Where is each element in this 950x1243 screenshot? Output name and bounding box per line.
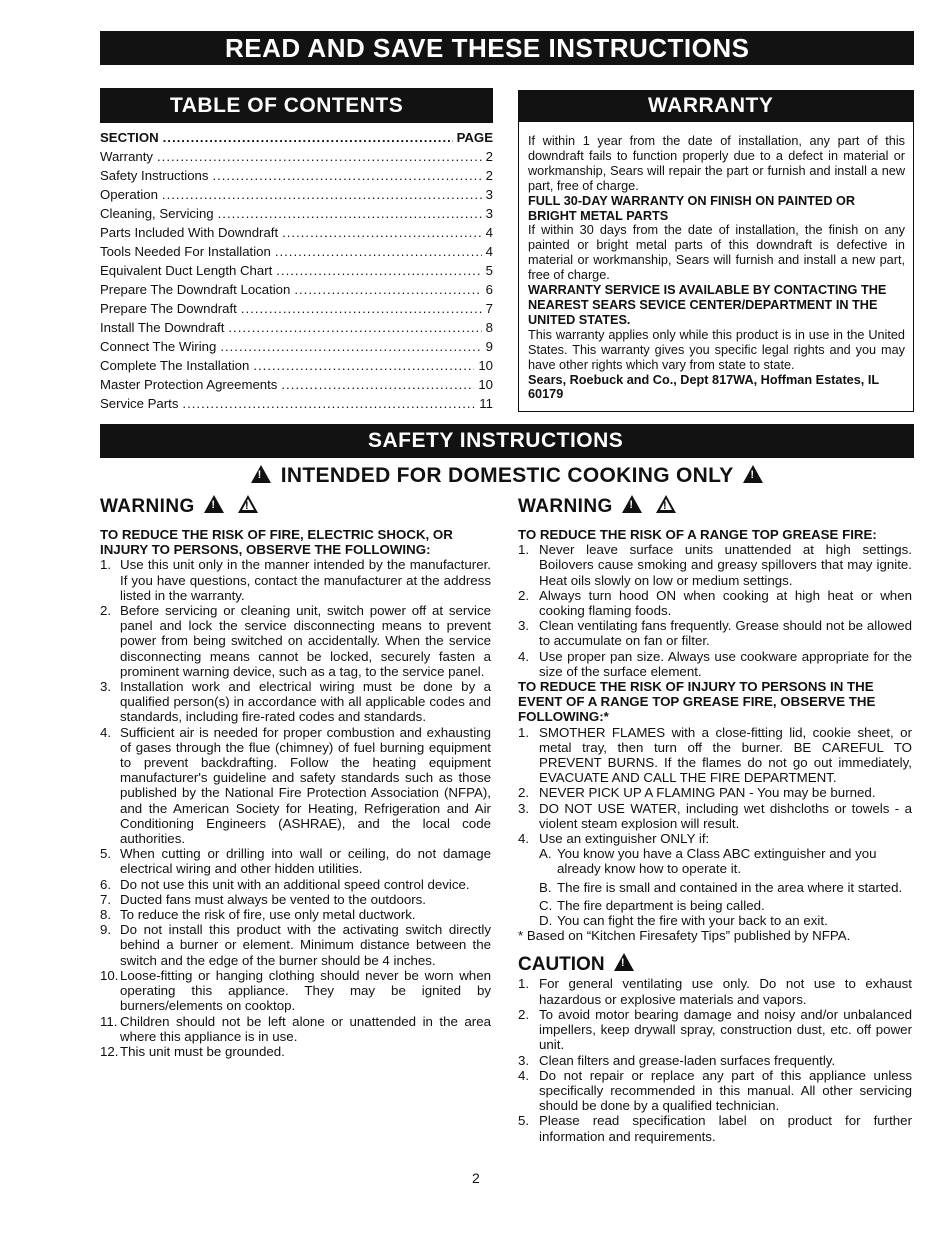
toc-label: Master Protection Agreements [100, 377, 278, 392]
left-warning-label: WARNING [100, 496, 195, 517]
left-column [100, 527, 491, 1059]
toc-row [100, 185, 493, 204]
toc-page: 9 [485, 339, 493, 354]
list-item [518, 1053, 912, 1068]
warranty-heading-2: FULL 30-DAY WARRANTY ON FINISH ON PAINTED OR BRIGHT METAL PARTS [528, 193, 856, 223]
sub-item-text: You know you have a Class ABC extinguisher and you already know how to operate it. [557, 846, 877, 877]
item-text: Installation work and electrical wiring must be done by a qualified person(s) in accordance with all applicable codes and standards, including fire-rated codes and standards. [120, 679, 491, 725]
toc-page: 4 [485, 225, 493, 240]
list-item [100, 603, 491, 679]
toc-row [100, 147, 493, 166]
toc-page: 2 [485, 168, 493, 183]
item-number: 4. [518, 1067, 530, 1083]
item-number: 1. [100, 557, 112, 573]
list-item [100, 968, 491, 1014]
toc-page: 6 [485, 282, 493, 297]
list-item [518, 1113, 912, 1143]
item-number: 3. [518, 618, 530, 634]
toc-page: 3 [485, 206, 493, 221]
toc-leader [218, 204, 482, 223]
list-item [100, 1044, 491, 1059]
toc-row [100, 356, 493, 375]
sub-item-letter: C. [539, 897, 553, 913]
item-number: 10. [100, 967, 119, 983]
sub-item-text: The fire department is being called. [557, 897, 765, 913]
list-item [100, 907, 491, 922]
page-banner: READ AND SAVE THESE INSTRUCTIONS [100, 31, 914, 65]
right-column [518, 527, 912, 1144]
warning-triangle-icon [251, 465, 271, 483]
toc-label: Safety Instructions [100, 168, 209, 183]
list-item [100, 557, 491, 603]
toc-row [100, 394, 493, 413]
toc-row [100, 166, 493, 185]
toc-label: Complete The Installation [100, 358, 250, 373]
item-text: Clean ventilating fans frequently. Grease should not be allowed to accumulate on fan or filter. [539, 618, 912, 649]
list-item [518, 1068, 912, 1114]
item-number: 3. [518, 1052, 530, 1068]
item-text: Use this unit only in the manner intended by the manufacturer. If you have questions, contact the manufacturer at the address listed in the warranty. [120, 557, 491, 603]
item-text: Ducted fans must always be vented to the outdoors. [120, 891, 427, 907]
toc-label: Tools Needed For Installation [100, 244, 271, 259]
toc-page: 2 [485, 149, 493, 164]
item-text: Do not install this product with the activating switch directly behind a burner or element. Minimum distance between the switch and the edge of the burner should be 4 inches. [120, 922, 491, 968]
warranty-paragraph-1: If within 1 year from the date of installation, any part of this downdraft fails to function properly due to a defect in material or workmanship, Sears will repair the part or furnish and install a new part, free of charge. [528, 134, 905, 193]
toc-leader [294, 280, 481, 299]
sub-item-letter: B. [539, 879, 552, 895]
item-number: 6. [100, 876, 112, 892]
domestic-cooking-heading [100, 464, 914, 488]
list-item [100, 725, 491, 847]
toc-page: 5 [485, 263, 493, 278]
item-text: Sufficient air is needed for proper combustion and exhausting of gases through the flue (chimney) of fuel burning equipment to prevent backdrafting. Follow the heating equipment manufacturer's guideline and safety standards such as those published by the National Fire Protection Association (NFPA), and the American Society for Heating, Refrigeration and Air Conditioning Engineers (ASHRAE), and the local code authorities. [120, 724, 491, 847]
left-warning-heading [100, 495, 262, 518]
list-item [518, 785, 912, 800]
toc-label: Prepare The Downdraft Location [100, 282, 291, 297]
toc-title: TABLE OF CONTENTS [100, 88, 493, 123]
toc-label: Warranty [100, 149, 154, 164]
item-number: 1. [518, 724, 530, 740]
toc-row [100, 375, 493, 394]
item-text: Please read specification label on product for further information and requirements. [539, 1113, 912, 1144]
item-text: Loose-fitting or hanging clothing should never be worn when operating this appliance. They may be ignited by burners/elements on cooktop. [120, 967, 491, 1014]
item-number: 8. [100, 907, 112, 923]
list-item [100, 846, 491, 876]
list-item [518, 976, 912, 1006]
toc-page: 8 [485, 320, 493, 335]
list-item [518, 542, 912, 588]
warranty-title: WARRANTY [518, 90, 914, 122]
item-number: 7. [100, 891, 112, 907]
warranty-paragraph-2: If within 30 days from the date of installation, the finish on any painted or bright metal parts of this downdraft is defective in material or workmanship, Sears will furnish and install a new part, free of charge. [528, 223, 905, 283]
caution-label: CAUTION [518, 954, 605, 976]
item-number: 11. [100, 1013, 118, 1029]
toc-row [100, 242, 493, 261]
item-text: Clean filters and grease-laden surfaces frequently. [539, 1052, 836, 1068]
item-number: 9. [100, 922, 112, 938]
safety-title: SAFETY INSTRUCTIONS [100, 424, 914, 458]
item-text: Before servicing or cleaning unit, switch power off at service panel and lock the service disconnecting means to prevent power from being switched on accidentally. When the service disconnecting means cannot be locked, securely fasten a prominent warning device, such as a tag, to the service panel. [120, 603, 491, 679]
item-text: To reduce the risk of fire, use only metal ductwork. [120, 907, 416, 923]
item-number: 2. [518, 785, 530, 801]
toc-page: 4 [485, 244, 493, 259]
toc-row [100, 337, 493, 356]
list-item [518, 1007, 912, 1053]
toc-leader [241, 299, 482, 318]
list-item [518, 649, 912, 679]
shock-warning-icon [656, 495, 676, 513]
item-number: 4. [518, 648, 530, 664]
toc-page: 7 [485, 301, 493, 316]
item-number: 2. [518, 587, 530, 603]
list-item [518, 801, 912, 831]
sub-item [539, 846, 912, 876]
list-item [100, 892, 491, 907]
list-item [100, 922, 491, 968]
toc-leader [281, 375, 474, 394]
item-number: 5. [100, 846, 112, 862]
list-item [518, 831, 912, 846]
item-number: 1. [518, 542, 530, 558]
item-number: 3. [518, 800, 530, 816]
sub-item [539, 880, 912, 895]
sub-item [539, 913, 912, 928]
item-text: Always turn hood ON when cooking at high heat or when cooking flaming foods. [539, 587, 912, 619]
warning-triangle-icon [743, 465, 763, 483]
item-text: Use an extinguisher ONLY if: [539, 831, 710, 847]
toc-label: Cleaning, Servicing [100, 206, 214, 221]
list-item [518, 588, 912, 618]
item-number: 12. [100, 1043, 119, 1059]
warranty-box [518, 122, 914, 412]
toc-label: Connect The Wiring [100, 339, 217, 354]
item-text: For general ventilating use only. Do not use to exhaust hazardous or explosive materials and vapors. [539, 976, 912, 1007]
list-item [100, 679, 491, 725]
toc-row [100, 280, 493, 299]
toc-row [100, 204, 493, 223]
toc-leader [276, 261, 481, 280]
item-number: 2. [100, 603, 112, 619]
toc-leader [182, 394, 475, 413]
toc-leader [220, 337, 481, 356]
toc-leader [157, 147, 482, 166]
toc-page: 3 [485, 187, 493, 202]
shock-warning-icon [238, 495, 258, 513]
left-list [100, 557, 491, 1059]
item-text: To avoid motor bearing damage and noisy and/or unbalanced impellers, keep drywall spray, construction dust, etc. off power unit. [539, 1006, 912, 1053]
item-text: Never leave surface units unattended at high settings. Boilovers cause smoking and greasy spillovers that may ignite. Heat oils slowly on low or medium settings. [539, 542, 912, 588]
right-warning-label: WARNING [518, 496, 613, 517]
fire-warning-icon [204, 495, 224, 513]
toc-leader [275, 242, 482, 261]
toc-page: 10 [478, 377, 493, 392]
item-number: 1. [518, 976, 530, 992]
toc-row [100, 299, 493, 318]
toc-row [100, 318, 493, 337]
right-warning-heading [518, 495, 680, 518]
sub-item-text: You can fight the fire with your back to an exit. [557, 913, 828, 929]
item-text: Do not repair or replace any part of this appliance unless specifically recommended in this manual. All other servicing should be done by a qualified technician. [539, 1067, 912, 1114]
toc-leader [162, 185, 482, 204]
right-list-2 [518, 725, 912, 847]
caution-list [518, 976, 912, 1143]
toc-leader [282, 223, 482, 242]
toc-leader [228, 318, 481, 337]
item-text: This unit must be grounded. [120, 1043, 285, 1059]
page-number: 2 [472, 1170, 480, 1186]
right-sublist [518, 846, 912, 928]
footnote: * Based on “Kitchen Firesafety Tips” published by NFPA. [518, 928, 851, 944]
toc-header-section: SECTION [100, 130, 159, 145]
warning-triangle-icon [614, 953, 634, 971]
warranty-address: Sears, Roebuck and Co., Dept 817WA, Hoffman Estates, IL 60179 [528, 372, 879, 402]
caution-heading [518, 953, 912, 976]
item-number: 4. [100, 724, 112, 740]
toc-leader [253, 356, 474, 375]
list-item [518, 725, 912, 786]
toc-label: Parts Included With Downdraft [100, 225, 279, 240]
list-item [100, 1014, 491, 1044]
sub-item [539, 898, 912, 913]
toc-label: Install The Downdraft [100, 320, 225, 335]
item-text: Use proper pan size. Always use cookware appropriate for the size of the surface element. [539, 648, 912, 679]
toc-leader [212, 166, 481, 185]
toc-page: 10 [478, 358, 493, 373]
toc-page: 11 [479, 396, 493, 411]
item-number: 4. [518, 831, 530, 847]
right-intro-1: TO REDUCE THE RISK OF A RANGE TOP GREASE FIRE: [518, 527, 877, 542]
right-intro-2: TO REDUCE THE RISK OF INJURY TO PERSONS IN THE EVENT OF A RANGE TOP GREASE FIRE, OBSERVE THE FOLLOWING:* [518, 679, 876, 725]
item-text: When cutting or drilling into wall or ceiling, do not damage electrical wiring and other hidden utilities. [120, 846, 491, 877]
toc-label: Prepare The Downdraft [100, 301, 237, 316]
fire-warning-icon [622, 495, 642, 513]
toc-row [100, 261, 493, 280]
toc-label: Service Parts [100, 396, 179, 411]
item-text: Children should not be left alone or unattended in the area where this appliance is in use. [120, 1013, 491, 1044]
item-text: DO NOT USE WATER, including wet dishcloths or towels - a violent steam explosion will result. [539, 800, 912, 831]
warranty-heading-3: WARRANTY SERVICE IS AVAILABLE BY CONTACTING THE NEAREST SEARS SEVICE CENTER/DEPARTMENT IN THE UNITED STATES. [528, 283, 887, 327]
toc-header [100, 128, 493, 147]
toc-header-page: PAGE [456, 130, 493, 145]
right-list-1 [518, 542, 912, 679]
item-text: SMOTHER FLAMES with a close-fitting lid, cookie sheet, or metal tray, then turn off the burner. BE CAREFUL TO PREVENT BURNS. If the flames do not go out immediately, EVACUATE AND CALL THE FIRE DEPARTMENT. [539, 724, 912, 786]
list-item [518, 618, 912, 648]
item-number: 3. [100, 679, 112, 695]
sub-item-letter: D. [539, 913, 553, 929]
toc-leader [163, 128, 453, 147]
toc-label: Operation [100, 187, 158, 202]
item-text: Do not use this unit with an additional speed control device. [120, 876, 470, 892]
warranty-paragraph-3: This warranty applies only while this product is in use in the United States. This warranty gives you specific legal rights and you may have other rights which vary from state to state. [528, 327, 905, 372]
list-item [100, 877, 491, 892]
toc-label: Equivalent Duct Length Chart [100, 263, 273, 278]
toc-row [100, 223, 493, 242]
item-number: 2. [518, 1006, 530, 1022]
sub-item-letter: A. [539, 846, 552, 862]
table-of-contents [100, 128, 493, 413]
left-intro: TO REDUCE THE RISK OF FIRE, ELECTRIC SHOCK, OR INJURY TO PERSONS, OBSERVE THE FOLLOWING: [100, 527, 453, 558]
item-text: NEVER PICK UP A FLAMING PAN - You may be burned. [539, 785, 876, 801]
domestic-cooking-text: INTENDED FOR DOMESTIC COOKING ONLY [280, 464, 734, 487]
item-number: 5. [518, 1113, 530, 1129]
sub-item-text: The fire is small and contained in the area where it started. [557, 879, 903, 895]
